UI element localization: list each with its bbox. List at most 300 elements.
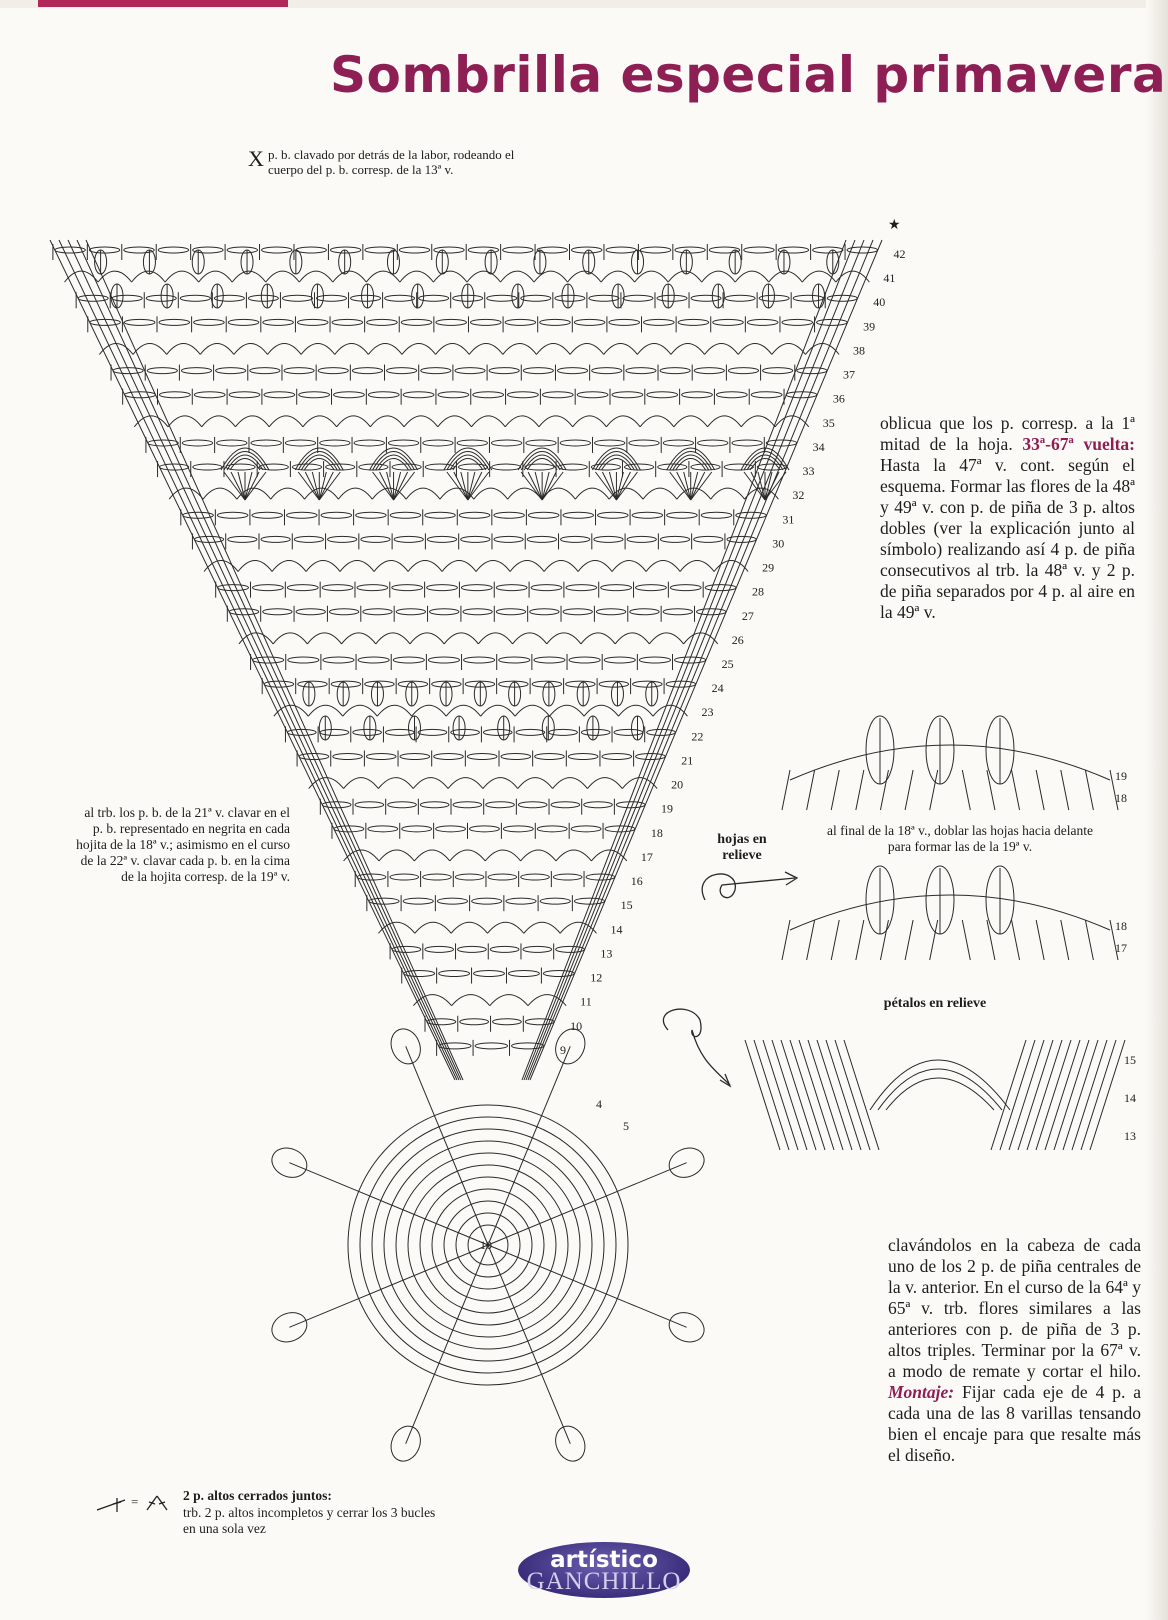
chain-loop: [660, 536, 689, 542]
chain-arch: [378, 778, 413, 789]
chain-arch: [601, 271, 635, 282]
chain-loop: [404, 971, 435, 977]
chain-loop: [606, 247, 636, 253]
petal-right-post: [1000, 1040, 1035, 1150]
leaf-top-post: [1061, 770, 1069, 810]
petal-left-post: [790, 1040, 825, 1150]
chain-loop: [458, 464, 487, 470]
chain-arch: [377, 705, 411, 716]
row-number-label: 20: [671, 777, 684, 792]
chain-loop: [430, 609, 459, 615]
chain-loop: [492, 464, 521, 470]
chain-arch: [404, 416, 438, 427]
chain-loop: [678, 319, 709, 325]
chain-loop: [503, 247, 533, 253]
chain-loop: [732, 440, 762, 446]
chain-loop: [553, 874, 582, 880]
chain-arch: [366, 271, 400, 282]
chain-loop: [694, 368, 724, 374]
chain-arch: [570, 343, 604, 354]
chain-loop: [526, 440, 556, 446]
petal-right-post: [991, 1040, 1026, 1150]
chain-loop: [566, 585, 597, 591]
chain-loop: [363, 609, 392, 615]
chain-loop: [626, 368, 656, 374]
chain-arch: [442, 561, 476, 572]
chain-loop: [459, 512, 490, 518]
center-spoke: [349, 1188, 488, 1245]
petal-left-post: [763, 1040, 798, 1150]
chain-arch: [474, 488, 508, 499]
chain-loop: [438, 392, 469, 398]
chain-loop: [216, 368, 246, 374]
arrows: [663, 872, 797, 1086]
leaf-top-post: [1012, 770, 1020, 810]
chain-arch: [680, 561, 714, 572]
chain-loop: [331, 681, 360, 687]
petal-left-post: [754, 1040, 789, 1150]
double-treble-together-icon: [95, 1488, 180, 1514]
chain-arch: [232, 271, 266, 282]
chain-loop: [458, 946, 487, 952]
chain-arch: [368, 343, 402, 354]
chain-loop: [455, 874, 484, 880]
chain-loop: [503, 826, 533, 832]
chain-loop: [403, 392, 434, 398]
chain-loop: [352, 368, 382, 374]
chain-arch: [333, 271, 367, 282]
chain-loop: [592, 368, 622, 374]
chain-loop: [321, 512, 352, 518]
chain-arch: [515, 705, 549, 716]
row-number-label: 25: [721, 657, 734, 671]
chain-loop: [563, 512, 594, 518]
chain-loop: [560, 440, 590, 446]
round-label-4: 4: [596, 1097, 602, 1111]
chain-loop: [574, 319, 605, 325]
fan-edge-right-line: [524, 240, 855, 1080]
center-spoke: [431, 1245, 488, 1384]
chain-loop: [394, 536, 423, 542]
chain-loop: [158, 247, 188, 253]
chain-arch: [266, 271, 300, 282]
chain-arch: [235, 416, 269, 427]
petalos-arrow: [663, 1009, 730, 1085]
chain-loop: [425, 512, 456, 518]
chain-arch: [438, 416, 472, 427]
chain-loop: [561, 536, 590, 542]
chain-loop: [521, 295, 551, 301]
row-number-label: 19: [661, 801, 674, 816]
chain-arch: [505, 416, 539, 427]
chain-loop: [705, 585, 736, 591]
chain-loop: [491, 440, 521, 446]
chain-arch: [500, 271, 534, 282]
chain-arch: [738, 343, 772, 354]
chain-arch: [337, 416, 371, 427]
center-star-motif: [267, 1024, 708, 1465]
fan-edge-right-line: [528, 240, 876, 1080]
chain-arch: [769, 271, 803, 282]
chain-arch: [268, 343, 302, 354]
chain-loop: [425, 946, 454, 952]
chain-loop: [614, 729, 643, 735]
chain-loop: [512, 1043, 544, 1049]
chain-loop: [436, 826, 466, 832]
chain-loop: [494, 512, 525, 518]
chain-loop: [365, 681, 394, 687]
leaf-top-post: [782, 770, 790, 810]
row-number-label: 16: [630, 874, 643, 889]
chain-arch: [343, 705, 377, 716]
chain-loop: [494, 536, 523, 542]
leaf-bottom-post: [807, 920, 815, 960]
chain-loop: [329, 609, 358, 615]
chain-loop: [439, 971, 470, 977]
svg-text:=: =: [131, 1494, 139, 1509]
chain-arch: [485, 850, 520, 861]
chain-loop: [227, 247, 257, 253]
chain-arch: [406, 488, 440, 499]
row-number-label: 37: [842, 367, 855, 382]
chain-loop: [530, 609, 559, 615]
fan-edge-right-line: [526, 240, 864, 1080]
chain-loop: [463, 609, 492, 615]
petal-left-post: [781, 1040, 816, 1150]
chain-arch: [741, 416, 775, 427]
leaf-bottom-row-label: 18: [1115, 919, 1127, 933]
chain-loop: [147, 368, 177, 374]
chain-loop: [647, 392, 678, 398]
chain-loop: [470, 826, 500, 832]
chain-loop: [194, 319, 225, 325]
leaf-bottom-post: [1085, 920, 1093, 960]
star-arm: [545, 1046, 570, 1106]
chain-arch: [539, 416, 573, 427]
chain-loop: [532, 681, 561, 687]
chain-arch: [199, 271, 233, 282]
row-number-label: 11: [580, 994, 592, 1009]
chain-loop: [464, 657, 495, 663]
chain-arch: [587, 778, 622, 789]
row-number-label: 30: [772, 536, 785, 551]
chain-loop: [387, 368, 417, 374]
petal-row-label: 15: [1124, 1053, 1136, 1067]
chain-loop: [284, 368, 314, 374]
chain-loop: [400, 753, 430, 759]
chain-loop: [609, 319, 640, 325]
chain-arch: [234, 343, 268, 354]
chain-loop: [488, 874, 517, 880]
chain-arch: [444, 633, 478, 644]
petal-right-post: [1054, 1040, 1089, 1150]
chain-loop: [228, 536, 257, 542]
chain-loop: [423, 874, 452, 880]
chain-loop: [472, 898, 502, 904]
star-arm: [406, 1046, 431, 1106]
detail-leaves-bottom: [782, 866, 1127, 960]
petal-left-post: [745, 1040, 780, 1150]
chain-loop: [263, 609, 292, 615]
chain-arch: [606, 416, 640, 427]
leaf-top-post: [880, 770, 888, 810]
row-number-label: 15: [620, 898, 633, 913]
row-number-label: 13: [600, 946, 613, 961]
shell-spoke: [319, 472, 333, 500]
chain-arch: [413, 778, 448, 789]
chain-arch: [556, 850, 591, 861]
chain-loop: [332, 319, 363, 325]
note-final-18: al final de la 18ª v., doblar las hojas hacia delante para formar las de la 19ª v.: [827, 823, 1093, 854]
chain-loop: [460, 1019, 489, 1025]
detail-leaves-top: [782, 716, 1127, 810]
chain-loop: [229, 392, 260, 398]
chain-arch: [524, 922, 560, 933]
chain-loop: [286, 512, 317, 518]
chain-loop: [744, 247, 774, 253]
chain-arch: [536, 343, 570, 354]
leaf-top-row-label: 18: [1115, 791, 1127, 805]
chain-loop: [627, 536, 656, 542]
chain-loop: [436, 319, 467, 325]
chain-loop: [428, 657, 459, 663]
row-number-label: 41: [883, 271, 896, 286]
petal-left-post: [835, 1040, 870, 1150]
main-fan-chart: [50, 240, 882, 1080]
chain-loop: [296, 609, 325, 615]
chain-arch: [649, 633, 683, 644]
chain-loop: [551, 802, 580, 808]
chain-loop: [248, 295, 278, 301]
chain-arch: [402, 343, 436, 354]
chain-loop: [368, 392, 399, 398]
chain-loop: [531, 585, 562, 591]
hojas-arrow: [702, 874, 795, 900]
row-number-label: 14: [610, 922, 623, 937]
fan-edge-right-line: [522, 240, 846, 1080]
star-arm: [289, 1163, 349, 1188]
chain-loop: [543, 971, 574, 977]
row-number-label: 42: [893, 247, 906, 261]
chain-arch: [165, 271, 199, 282]
chain-loop: [640, 247, 670, 253]
chain-arch: [684, 633, 718, 644]
petal-right-post: [1009, 1040, 1044, 1150]
chain-arch: [303, 416, 337, 427]
petal-arc: [878, 1069, 1002, 1110]
chain-loop: [612, 392, 643, 398]
row-number-label: 40: [873, 295, 886, 310]
label-petalos-en-relieve: pétalos en relieve: [883, 996, 987, 1011]
chain-loop: [598, 512, 629, 518]
petal-row-label: 14: [1124, 1091, 1136, 1105]
shell-arc: [298, 452, 340, 471]
chain-loop: [523, 368, 553, 374]
chain-loop: [639, 657, 670, 663]
chain-loop: [356, 512, 387, 518]
chain-arch: [513, 633, 547, 644]
chain-arch: [503, 343, 537, 354]
row-number-label: 38: [853, 343, 866, 358]
chain-loop: [537, 826, 567, 832]
chain-arch: [132, 271, 166, 282]
chain-loop: [691, 295, 721, 301]
chain-arch: [575, 488, 609, 499]
chain-loop: [264, 392, 295, 398]
legend-bottom-label: 2 p. altos cerrados juntos:: [183, 1488, 332, 1503]
chain-arch: [413, 995, 451, 1006]
chain-loop: [528, 512, 559, 518]
chain-loop: [782, 319, 813, 325]
row-number-label: 21: [681, 753, 694, 768]
chain-loop: [589, 295, 619, 301]
chain-loop: [299, 392, 330, 398]
chain-arch: [521, 850, 556, 861]
chain-loop: [542, 392, 573, 398]
star-arm: [545, 1384, 570, 1444]
chain-loop: [461, 585, 492, 591]
shell-spoke: [528, 472, 542, 500]
chain-loop: [214, 295, 244, 301]
chain-loop: [355, 802, 384, 808]
row-number-label: 27: [741, 608, 754, 623]
chain-loop: [663, 440, 693, 446]
chain-loop: [228, 319, 259, 325]
leaf-bottom-post: [1061, 920, 1069, 960]
chain-loop: [287, 585, 318, 591]
chain-arch: [271, 488, 305, 499]
chain-loop: [594, 536, 623, 542]
chain-arch: [478, 633, 512, 644]
chain-arch: [702, 271, 736, 282]
chain-loop: [751, 392, 782, 398]
chain-arch: [450, 850, 485, 861]
chain-loop: [574, 898, 604, 904]
chain-loop: [527, 536, 556, 542]
shell-spoke: [602, 472, 616, 500]
shell-arc: [524, 455, 560, 470]
chain-loop: [182, 440, 212, 446]
petal-left-post: [772, 1040, 807, 1150]
petal-row-label: 13: [1124, 1129, 1136, 1143]
chain-loop: [333, 753, 363, 759]
chain-loop: [159, 392, 190, 398]
shell-arc: [376, 455, 412, 470]
shell-spoke: [380, 472, 394, 500]
chain-loop: [602, 753, 632, 759]
crossed-stitch-symbol-icon: X: [248, 146, 264, 171]
chain-arch: [307, 633, 341, 644]
chain-loop: [486, 802, 515, 808]
chain-loop: [159, 319, 190, 325]
chain-loop: [521, 874, 550, 880]
chain-loop: [630, 609, 659, 615]
star-arm: [627, 1163, 687, 1188]
chain-arch: [735, 271, 769, 282]
petal-right-post: [1090, 1040, 1125, 1150]
leaf-bottom-post: [962, 920, 970, 960]
leaf-top-post: [1036, 770, 1044, 810]
row-number-label: 26: [731, 632, 744, 647]
chain-loop: [392, 585, 423, 591]
chain-loop: [250, 368, 280, 374]
chain-arch: [775, 416, 809, 427]
center-spoke: [488, 1245, 627, 1302]
fan-edge-left-line: [59, 240, 457, 1080]
chain-arch: [674, 416, 708, 427]
chain-loop: [427, 585, 458, 591]
instructions-text-upper: oblicua que los p. corresp. a la 1ª mitad de la hoja. 33ª-67ª vuelta: Hasta la 47ª v. cont. según el esquema. Formar las flores de la 48ª y 49ª v. con p. de piña de 3 p. altos dobles (ver la explicación junto al símbolo) realizando así 4 p. de piña consecutivos al trb. la 48ª v. y 2 p. de piña separados por 4 p. al aire en la 49ª v.: [880, 413, 1135, 622]
chain-arch: [299, 271, 333, 282]
chain-arch: [653, 705, 687, 716]
chain-loop: [475, 1043, 507, 1049]
leaf-bottom-row-label: 17: [1115, 941, 1127, 955]
chain-arch: [472, 416, 506, 427]
chain-loop: [629, 440, 659, 446]
chain-loop: [181, 368, 211, 374]
chain-loop: [294, 536, 323, 542]
chain-loop: [473, 392, 504, 398]
chain-loop: [427, 536, 456, 542]
row-number-label: 28: [751, 584, 764, 599]
row-number-label: 32: [792, 488, 805, 503]
row-number-label: 35: [822, 415, 835, 430]
row-number-label: 9: [559, 1042, 566, 1057]
chain-loop: [697, 609, 726, 615]
fan-edge-left-line: [77, 240, 461, 1080]
petal-right-post: [1081, 1040, 1116, 1150]
chain-loop: [716, 392, 747, 398]
chain-loop: [644, 319, 675, 325]
petal-left-post: [817, 1040, 852, 1150]
chain-loop: [505, 319, 536, 325]
chain-arch: [612, 561, 646, 572]
chain-arch: [433, 271, 467, 282]
chain-loop: [584, 802, 613, 808]
chain-loop: [457, 440, 487, 446]
chain-loop: [316, 295, 346, 301]
chain-loop: [508, 392, 539, 398]
chain-loop: [523, 946, 552, 952]
chain-loop: [727, 536, 756, 542]
chain-loop: [399, 247, 429, 253]
chain-arch: [534, 271, 568, 282]
chain-arch: [133, 343, 167, 354]
petal-left-post: [808, 1040, 843, 1150]
star-arm: [406, 1384, 431, 1444]
chain-loop: [470, 319, 501, 325]
legend-top-text: p. b. clavado por detrás de la labor, rodeando el cuerpo del p. b. corresp. de la 13ª v.: [268, 147, 515, 177]
chain-loop: [518, 802, 547, 808]
chain-loop: [667, 512, 698, 518]
chain-arch: [510, 561, 544, 572]
leaf-top-post: [962, 770, 970, 810]
chain-loop: [499, 657, 530, 663]
chain-loop: [489, 368, 519, 374]
leaf-bottom-post: [831, 920, 839, 960]
logo-word-ganchillo: GANCHILLO: [526, 1568, 682, 1595]
chain-loop: [534, 657, 565, 663]
chain-loop: [455, 368, 485, 374]
chain-loop: [636, 585, 667, 591]
chain-loop: [366, 753, 396, 759]
chain-loop: [288, 657, 319, 663]
chain-arch: [452, 995, 490, 1006]
chain-arch: [483, 778, 518, 789]
chain-loop: [568, 753, 598, 759]
chain-arch: [335, 343, 369, 354]
chain-loop: [403, 898, 433, 904]
